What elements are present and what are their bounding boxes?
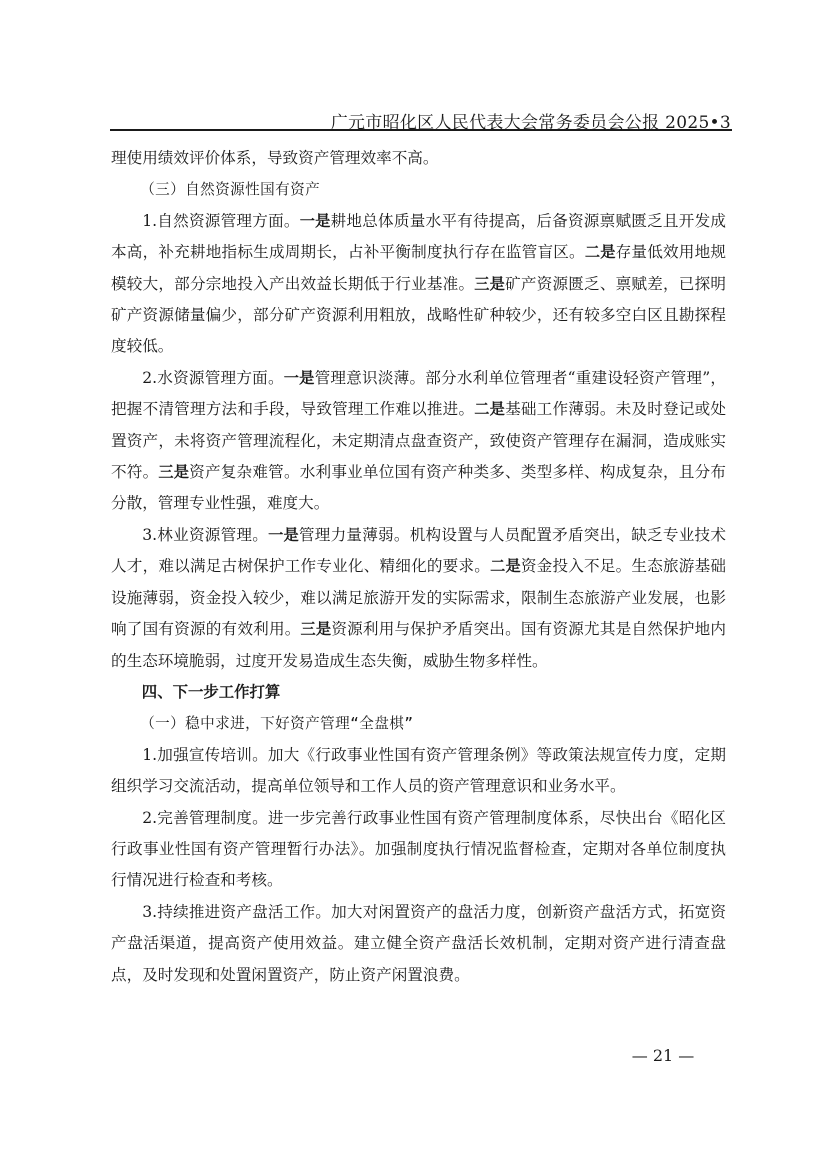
paragraph-water-resource-management	[111, 363, 726, 520]
paragraph-text: 矿产资源匮乏、禀赋差，已探明矿产资源储量偏少，部分矿产资源利用粗放，战略性矿种较少，还有较多空白区且勘探程度较低。	[111, 274, 726, 356]
paragraph-lead: 2.水资源管理方面。	[142, 368, 284, 387]
paragraph-text: 资金投入不足。生态旅游基础设施薄弱，资金投入较少，难以满足旅游开发的实际需求，限制生态旅游产业发展，也影响了国有资源的有效利用。	[111, 557, 726, 639]
paragraph-text: 耕地总体质量水平有待提高，后备资源禀赋匮乏且开发成本高，补充耕地指标生成周期长，占补平衡制度执行存在监管盲区。	[111, 211, 726, 262]
paragraph-text: 资产复杂难管。水利事业单位国有资产种类多、类型多样、构成复杂，且分布分散，管理专业性强，难度大。	[111, 463, 726, 513]
subsection-heading-natural-resources: （三）自然资源性国有资产	[140, 181, 321, 199]
paragraph-text: 基础工作薄弱。未及时登记或处置资产，未将资产管理流程化，未定期清点盘查资产，致使资产管理存在漏洞，造成账实不符。	[111, 400, 726, 482]
bold-marker: 三是	[158, 463, 190, 482]
paragraph-continued: 理使用绩效评价体系，导致资产管理效率不高。	[111, 149, 439, 167]
bold-marker: 三是	[474, 274, 506, 293]
paragraph-asset-revitalization: 3.持续推进资产盘活工作。加大对闲置资产的盘活力度，创新资产盘活方式，拓宽资产盘活渠道，提高资产使用效益。建立健全资产盘活长效机制，定期对资产进行清查盘点，及时发现和处置闲置资产，防止资产闲置浪费。	[111, 902, 726, 984]
paragraph-forest-resource-management	[111, 520, 726, 677]
bold-marker: 二是	[584, 243, 616, 262]
paragraph-lead: 1.自然资源管理方面。	[142, 211, 300, 230]
bold-marker: 二是	[490, 557, 521, 576]
bold-marker: 一是	[283, 368, 315, 387]
page-number: — 21 —	[631, 1046, 695, 1065]
bold-marker: 一是	[268, 525, 299, 544]
paragraph-text: 存量低效用地规模较大，部分宗地投入产出效益长期低于行业基准。	[111, 243, 726, 293]
bold-marker: 三是	[300, 620, 332, 639]
paragraph-text: 资源利用与保护矛盾突出。国有资源尤其是自然保护地内的生态环境脆弱，过度开发易造成生态失衡，威胁生物多样性。	[111, 620, 726, 670]
bold-marker: 一是	[299, 211, 331, 230]
header-rule	[110, 129, 732, 131]
document-body	[111, 143, 726, 991]
paragraph-management-system: 2.完善管理制度。进一步完善行政事业性国有资产管理制度体系，尽快出台《昭化区行政事业性国有资产管理暂行办法》。加强制度执行情况监督检查，定期对各单位制度执行情况进行检查和考核。	[111, 808, 726, 890]
paragraph-training: 1.加强宣传培训。加大《行政事业性国有资产管理条例》等政策法规宣传力度，定期组织学习交流活动，提高单位领导和工作人员的资产管理意识和业务水平。	[111, 745, 726, 796]
bold-marker: 二是	[474, 400, 506, 419]
subsection-heading-steady-progress: （一）稳中求进，下好资产管理“全盘棋”	[140, 715, 414, 733]
paragraph-lead: 3.林业资源管理。	[142, 525, 269, 544]
paragraph-text: 管理意识淡薄。部分水利单位管理者“重建设轻资产管理”，把握不清管理方法和手段，导致管理工作难以推进。	[111, 368, 726, 419]
section-heading-next-steps: 四、下一步工作打算	[141, 682, 281, 701]
page-header-title: 广元市昭化区人民代表大会常务委员会公报 2025•3	[330, 113, 731, 133]
paragraph-text: 管理力量薄弱。机构设置与人员配置矛盾突出，缺乏专业技术人才，难以满足古树保护工作专业化、精细化的要求。	[111, 525, 726, 576]
paragraph-natural-resource-management	[111, 206, 726, 363]
